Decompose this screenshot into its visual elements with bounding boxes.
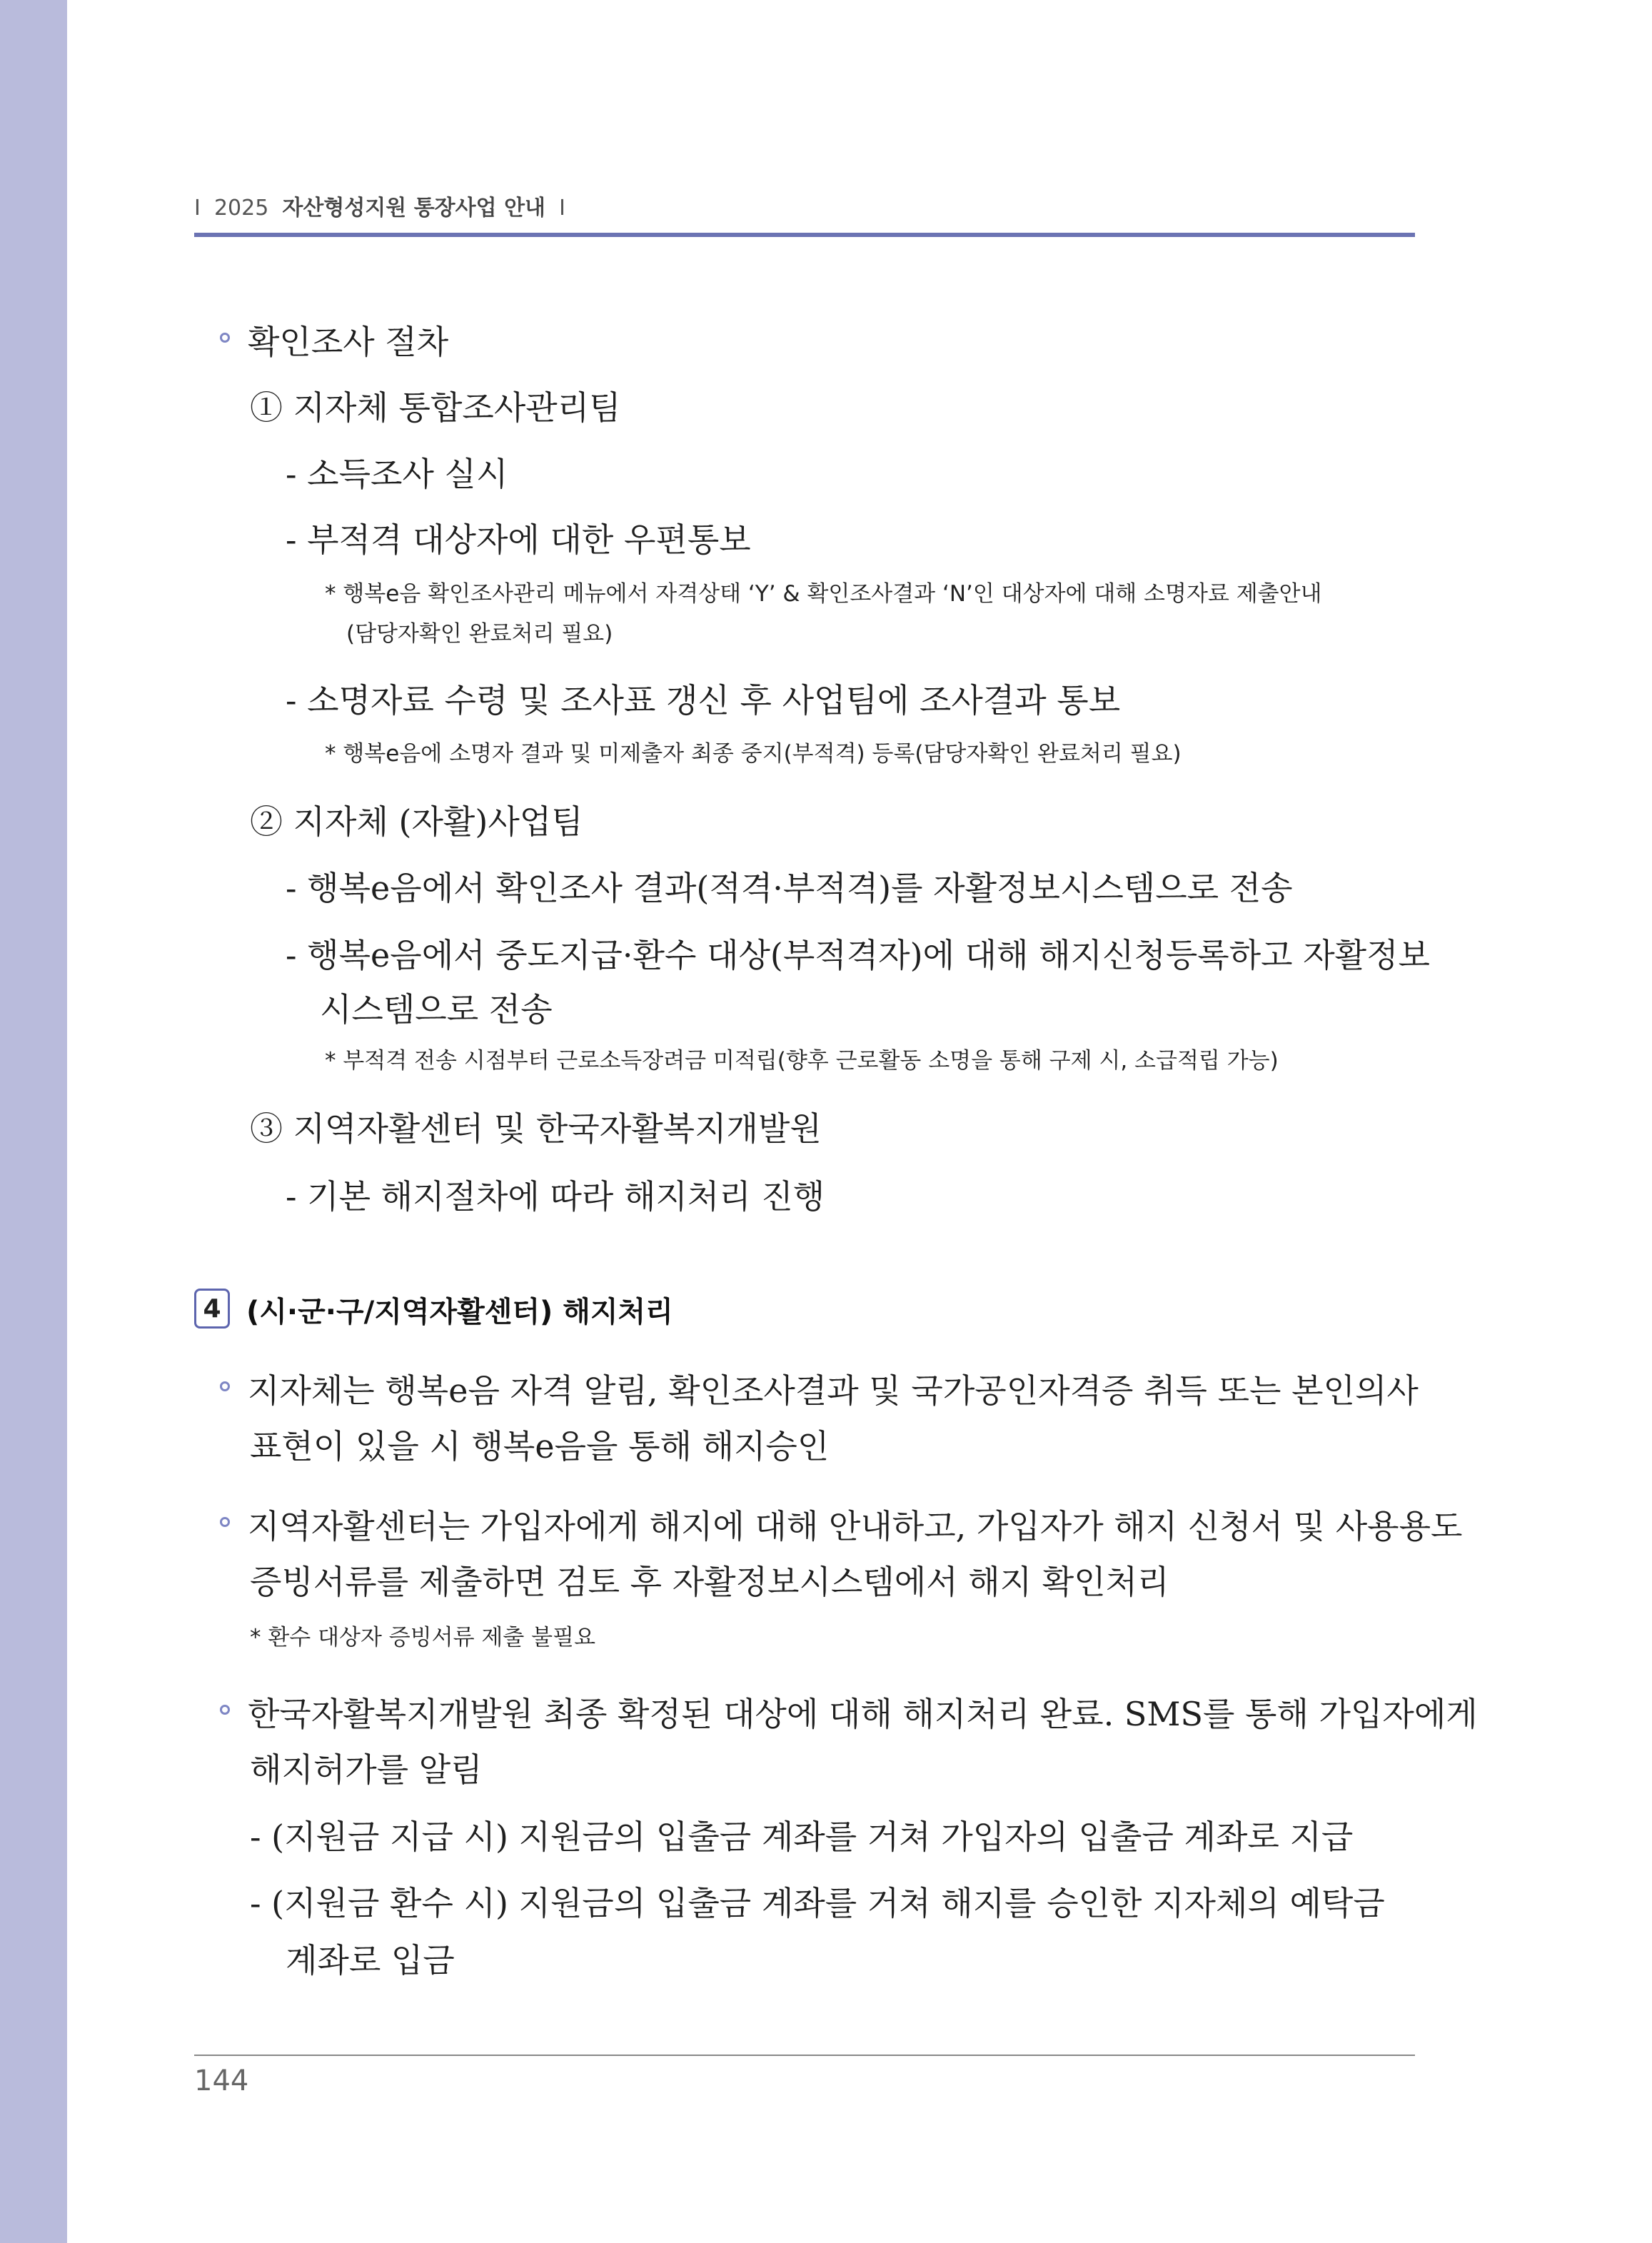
step1-item2: - 부적격 대상자에 대한 우편통보 xyxy=(286,520,751,559)
section-number-badge: 4 xyxy=(194,1289,230,1329)
step2-item2-line2: 시스템으로 전송 xyxy=(320,990,553,1029)
circle-bullet-icon xyxy=(220,333,230,343)
step3-label: ③ 지역자활센터 및 한국자활복지개발원 xyxy=(250,1109,822,1148)
page-number: 144 xyxy=(194,2065,249,2097)
step1-note2-line2: (담당자확인 완료처리 필요) xyxy=(346,621,613,647)
header-year: 2025 xyxy=(213,196,269,221)
step1-note2-line1: * 행복e음 확인조사관리 메뉴에서 자격상태 ‘Y’ & 확인조사결과 ‘N’인 대상자에 대해 소명자료 제출안내 xyxy=(325,581,1322,607)
section4-bullet2-note: * 환수 대상자 증빙서류 제출 불필요 xyxy=(250,1625,596,1650)
header-title: 자산형성지원 통장사업 안내 xyxy=(282,196,546,221)
circle-bullet-icon xyxy=(220,1517,230,1527)
section4-bullet2-line1: 지역자활센터는 가입자에게 해지에 대해 안내하고, 가입자가 해지 신청서 및 사용용도 xyxy=(248,1507,1463,1546)
circle-bullet-icon xyxy=(220,1705,230,1715)
header-bar-right: I xyxy=(559,196,565,221)
section-title: (시·군·구/지역자활센터) 해지처리 xyxy=(246,1296,673,1329)
section4-bullet3-sub2-line1: - (지원금 환수 시) 지원금의 입출금 계좌를 거쳐 해지를 승인한 지자체의 예탁금 xyxy=(250,1884,1385,1922)
step1-note3: * 행복e음에 소명자 결과 및 미제출자 최종 중지(부적격) 등록(담당자확인 완료처리 필요) xyxy=(325,741,1182,767)
running-header xyxy=(194,190,1415,221)
header-rule xyxy=(194,233,1415,237)
section4-bullet3-line2: 해지허가를 알림 xyxy=(250,1750,483,1789)
step2-label: ② 지자체 (자활)사업팀 xyxy=(250,802,583,841)
step3-item1: - 기본 해지절차에 따라 해지처리 진행 xyxy=(286,1177,825,1216)
step1-item1: - 소득조사 실시 xyxy=(286,455,508,493)
step2-note2: * 부적격 전송 시점부터 근로소득장려금 미적립(향후 근로활동 소명을 통해 구제 시, 소급적립 가능) xyxy=(325,1048,1279,1074)
section4-bullet3-sub1: - (지원금 지급 시) 지원금의 입출금 계좌를 거쳐 가입자의 입출금 계좌로 지급 xyxy=(250,1818,1354,1856)
circle-bullet-icon xyxy=(220,1381,230,1391)
procedure-heading: 확인조사 절차 xyxy=(248,323,449,361)
side-band xyxy=(0,0,67,2243)
header-bar-left: I xyxy=(194,196,201,221)
step2-item1: - 행복e음에서 확인조사 결과(적격·부적격)를 자활정보시스템으로 전송 xyxy=(286,869,1293,907)
step2-item2-line1: - 행복e음에서 중도지급·환수 대상(부적격자)에 대해 해지신청등록하고 자활정보 xyxy=(286,936,1430,974)
footer-rule xyxy=(194,2055,1415,2056)
section4-bullet1-line2: 표현이 있을 시 행복e음을 통해 해지승인 xyxy=(250,1427,830,1466)
section4-bullet2-line2: 증빙서류를 제출하면 검토 후 자활정보시스템에서 해지 확인처리 xyxy=(250,1563,1169,1601)
step1-item3: - 소명자료 수령 및 조사표 갱신 후 사업팀에 조사결과 통보 xyxy=(286,681,1121,720)
step1-label: ① 지자체 통합조사관리팀 xyxy=(250,388,621,427)
section4-bullet1-line1: 지자체는 행복e음 자격 알림, 확인조사결과 및 국가공인자격증 취득 또는 본인의사 xyxy=(248,1371,1419,1410)
section4-bullet3-line1: 한국자활복지개발원 최종 확정된 대상에 대해 해지처리 완료. SMS를 통해 가입자에게 xyxy=(248,1695,1478,1733)
section4-bullet3-sub2-line2: 계좌로 입금 xyxy=(286,1941,455,1980)
